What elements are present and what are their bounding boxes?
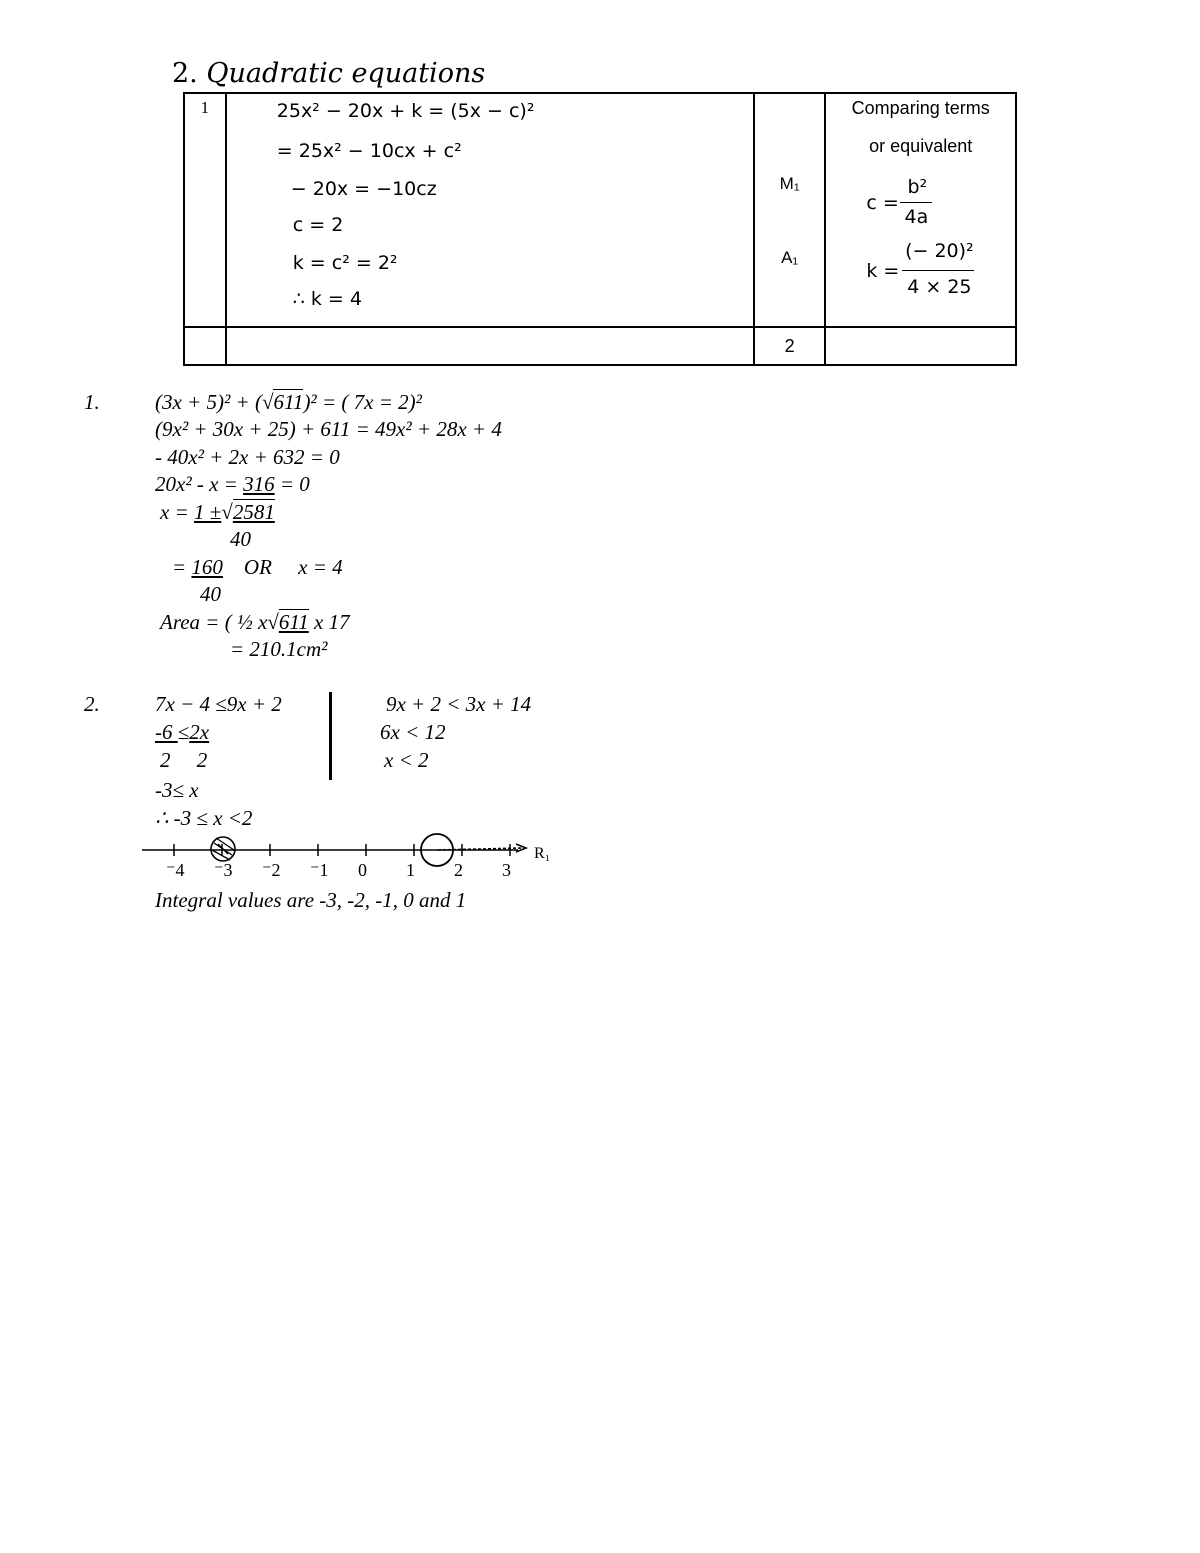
line-4-part-a: 20x² - x = xyxy=(155,472,244,496)
answer-1-line-2: (9x² + 30x + 25) + 611 = 49x² + 28x + 4 xyxy=(155,417,502,441)
mark-method: M₁ xyxy=(779,174,800,193)
sqrt-sign: √ xyxy=(221,500,233,524)
answer-2-label: 2. xyxy=(84,692,100,716)
answer-1-line-3: - 40x² + 2x + 632 = 0 xyxy=(155,445,340,469)
answer-1-line-5 xyxy=(160,500,275,525)
working-line-5: k = c² = 2² xyxy=(292,252,398,274)
formula-c-denominator: 4a xyxy=(904,206,929,228)
total-marks: 2 xyxy=(754,327,826,365)
section-title: Quadratic equations xyxy=(206,58,486,89)
left-2-sign: ≤ xyxy=(177,720,190,744)
remark-line-1: Comparing terms xyxy=(851,98,990,118)
total-blank-3 xyxy=(825,327,1016,365)
line-4-part-c: = 0 xyxy=(274,472,310,496)
answer-1-line-1 xyxy=(155,390,422,415)
marking-scheme-table xyxy=(183,92,1017,366)
line-9-part-a: Area = ( ½ x xyxy=(160,610,268,634)
tick-label: ⁻4 xyxy=(166,860,185,880)
number-line xyxy=(138,830,568,880)
line-9-radicand: 611 xyxy=(278,610,309,634)
tick-label: 2 xyxy=(454,860,463,880)
formula-c-numerator: b² xyxy=(907,176,928,198)
answer-1-line-6: 40 xyxy=(230,527,251,551)
working-line-3: − 20x = −10cz xyxy=(290,178,437,200)
tick-label: 1 xyxy=(406,860,415,880)
answer-1-line-7 xyxy=(172,555,343,580)
total-blank-2 xyxy=(226,327,754,365)
number-line-label: R₁ xyxy=(534,845,551,862)
remarks-cell xyxy=(825,93,1016,327)
answer-2-conclusion: Integral values are -3, -2, -1, 0 and 1 xyxy=(155,888,467,912)
answer-2-right-2: 6x < 12 xyxy=(380,720,446,744)
answer-2-left-2 xyxy=(155,720,209,745)
divider-line xyxy=(329,692,332,780)
line-5-part-a: x = xyxy=(160,500,194,524)
formula-k-bar xyxy=(902,270,974,271)
line-5-radicand: 2581 xyxy=(232,500,275,524)
line-7-part-c: OR x = 4 xyxy=(222,555,343,579)
answer-1-label: 1. xyxy=(84,390,100,414)
formula-c-bar xyxy=(900,202,932,203)
answer-2-right-1: 9x + 2 < 3x + 14 xyxy=(386,692,532,716)
answer-2-left-4: -3≤ x xyxy=(155,778,199,802)
working-line-4: c = 2 xyxy=(292,214,344,236)
working-line-6: ∴ k = 4 xyxy=(292,288,362,310)
tick-label: ⁻3 xyxy=(214,860,233,880)
line-4-underlined: 316 xyxy=(243,472,275,496)
line-7-part-a: = xyxy=(172,555,192,579)
circle-shading xyxy=(212,838,234,860)
total-blank-1 xyxy=(184,327,226,365)
answer-1-line-4 xyxy=(155,472,310,497)
tick-label: 3 xyxy=(502,860,511,880)
number-line-arrowhead xyxy=(516,844,526,852)
answer-1-line-8: 40 xyxy=(200,582,221,606)
line-1-part-c: )² = ( 7x = 2)² xyxy=(303,390,422,414)
left-2-numerator-b: 2x xyxy=(189,720,210,744)
line-9-part-c: x 17 xyxy=(308,610,350,634)
formula-k-denominator: 4 × 25 xyxy=(907,276,972,298)
line-1-part-a: (3x + 5)² + ( xyxy=(155,390,262,414)
formula-c-lhs: c = xyxy=(866,192,899,214)
mark-accuracy: A₁ xyxy=(781,248,799,267)
tick-label: ⁻1 xyxy=(310,860,329,880)
answer-2-left-1: 7x − 4 ≤9x + 2 xyxy=(155,692,282,716)
answer-1-line-10: = 210.1cm² xyxy=(230,637,328,661)
tick-label: ⁻2 xyxy=(262,860,281,880)
page-title xyxy=(172,58,485,89)
line-5-numerator: 1 ± xyxy=(194,500,222,524)
question-number: 1 xyxy=(184,93,226,327)
sqrt-sign: √ xyxy=(267,610,279,634)
sqrt-sign: √ xyxy=(261,390,274,414)
left-2-numerator-a: -6 xyxy=(155,720,178,744)
line-7-numerator: 160 xyxy=(191,555,223,579)
answer-1-line-9 xyxy=(160,610,350,635)
answer-2-right-3: x < 2 xyxy=(384,748,429,772)
answer-2-left-5: ∴ -3 ≤ x <2 xyxy=(155,806,253,830)
tick-label: 0 xyxy=(358,860,367,880)
working-line-1: 25x² − 20x + k = (5x − c)² xyxy=(276,100,535,122)
formula-k-lhs: k = xyxy=(866,260,900,282)
working-cell xyxy=(226,93,754,327)
section-number: 2. xyxy=(172,58,198,89)
line-1-radicand: 611 xyxy=(273,390,304,414)
remark-line-2: or equivalent xyxy=(869,136,973,156)
working-line-2: = 25x² − 10cx + c² xyxy=(276,140,462,162)
answer-2-left-3: 2 2 xyxy=(160,748,208,772)
formula-k-numerator: (− 20)² xyxy=(905,240,974,262)
marks-cell xyxy=(754,93,826,327)
